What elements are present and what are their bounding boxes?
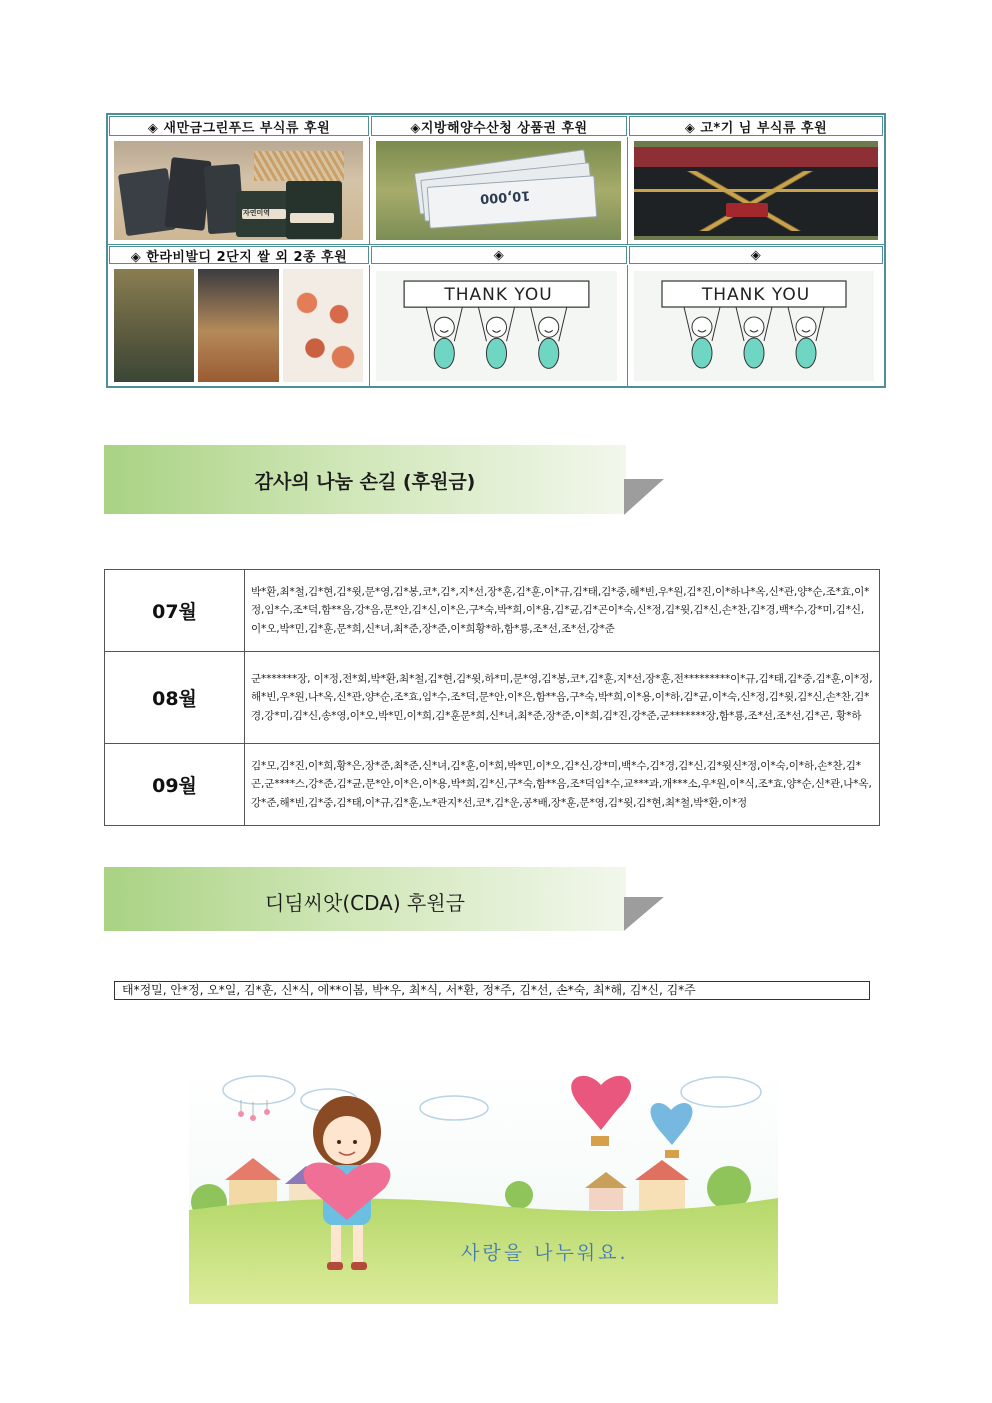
section-banner-donations: [104, 445, 626, 514]
food-package-photo: [108, 137, 370, 245]
month-cell: 08월: [105, 652, 245, 744]
illustration-caption: 사랑을 나누워요.: [461, 1242, 629, 1264]
gift-box-photo: [628, 137, 884, 245]
cda-donor-list: 태*정밀, 안*정, 오*일, 김*훈, 신*식, 에**이봄, 박*우, 최*식, 서*환, 정*주, 김*선, 손*숙, 최*해, 김*신, 김*주: [114, 981, 870, 1000]
month-cell: 09월: [105, 744, 245, 826]
section-title-cda: 디딤씨앗(CDA) 후원금: [265, 891, 465, 915]
donor-names-cell: 박*환,최*철,김*현,김*윗,문*영,김*봉,코*,김*,지*선,장*훈,김*훈,이*규,김*태,김*중,해*빈,우*원,김*진,이*하나*옥,신*관,양*순,조*효,이*정,임*수,조*덕,함**음,강*음,문*안,김*신,이*은,구*숙,박*희,이*용,김*균,김*곤이*숙,신*정,김*윗,김*신,손*찬,김*경,백*수,강*미,김*신,이*오,박*민,김*훈,문*희,신*녀,최*준,장*준,이*희황*하,함*룡,조*선,조*선,강*준: [245, 570, 880, 652]
banner-arrow-icon: [624, 479, 664, 515]
apple-box: [283, 269, 363, 382]
thank-you-text-2: THANK YOU: [701, 285, 811, 305]
caption-blank-2: ◈: [371, 246, 627, 264]
section-banner-cda: [104, 867, 626, 931]
voucher-amount: 10,000: [479, 187, 531, 206]
month-cell: 07월: [105, 570, 245, 652]
table-row: [105, 570, 880, 652]
section-title-donations: 감사의 나눔 손길 (후원금): [254, 471, 476, 493]
sharing-love-illustration: [189, 1070, 778, 1304]
donation-photo-grid: [106, 113, 886, 388]
banner-arrow-icon: [624, 897, 664, 931]
caption-maritime-office: ◈지방해양수산청 상품권 후원: [371, 116, 627, 136]
meat-box: [198, 269, 278, 382]
caption-saemangeum: ◈ 새만금그린푸드 부식류 후원: [109, 116, 369, 136]
thank-you-text-1: THANK YOU: [444, 285, 553, 305]
gift-voucher-photo: [370, 137, 628, 245]
table-row: [105, 744, 880, 826]
thank-you-illustration-2: [628, 265, 884, 386]
caption-go-donor: ◈ 고*기 님 부식류 후원: [629, 116, 883, 136]
rice-donation-photo: [108, 265, 370, 386]
rice-bag: [114, 269, 194, 382]
food-package-label: 자연미역: [243, 209, 271, 217]
monthly-donor-table: [104, 569, 880, 826]
caption-hanra-vivaldi: ◈ 한라비발디 2단지 쌀 외 2종 후원: [109, 246, 369, 264]
donor-names-cell: 김*모,김*진,이*희,황*은,장*준,최*준,신*녀,김*훈,이*희,박*민,이*오,김*신,강*미,백*수,김*경,김*신,김*윗신*정,이*숙,이*하,손*찬,김*곤,군****스,강*준,김*균,문*안,이*은,이*용,박*희,김*신,구*숙,함**음,조*덕임*수,교***과,개***소,우*원,이*식,조*효,양*순,신*관,나*옥,강*준,해*빈,김*중,김*태,이*규,김*훈,노*관지*선,코*,김*운,공*배,장*훈,문*영,김*윗,김*현,최*철,박*환,이*정: [245, 744, 880, 826]
donor-names-cell: 군*******장, 이*정,전*회,박*환,최*철,김*현,김*윗,하*미,문*영,김*봉,코*,김*훈,지*선,장*훈,전*********이*규,김*태,김*중,김*훈,이*정,해*빈,우*원,나*옥,신*관,양*순,조*효,임*수,조*덕,문*안,이*은,함**음,구*숙,박*희,이*용,이*하,김*균,이*숙,신*정,김*윗,김*신,손*찬,김*경,강*미,김*신,송*영,이*오,박*민,이*희,김*훈문*희,신*녀,최*준,장*준,이*희,김*진,강*준,군*******장,함*룡,조*선,조*선,김*곤, 황*하: [245, 652, 880, 744]
girl-with-heart-illustration: [189, 1070, 778, 1304]
thank-you-illustration-1: [370, 265, 628, 386]
caption-blank-3: ◈: [629, 246, 883, 264]
table-row: [105, 652, 880, 744]
